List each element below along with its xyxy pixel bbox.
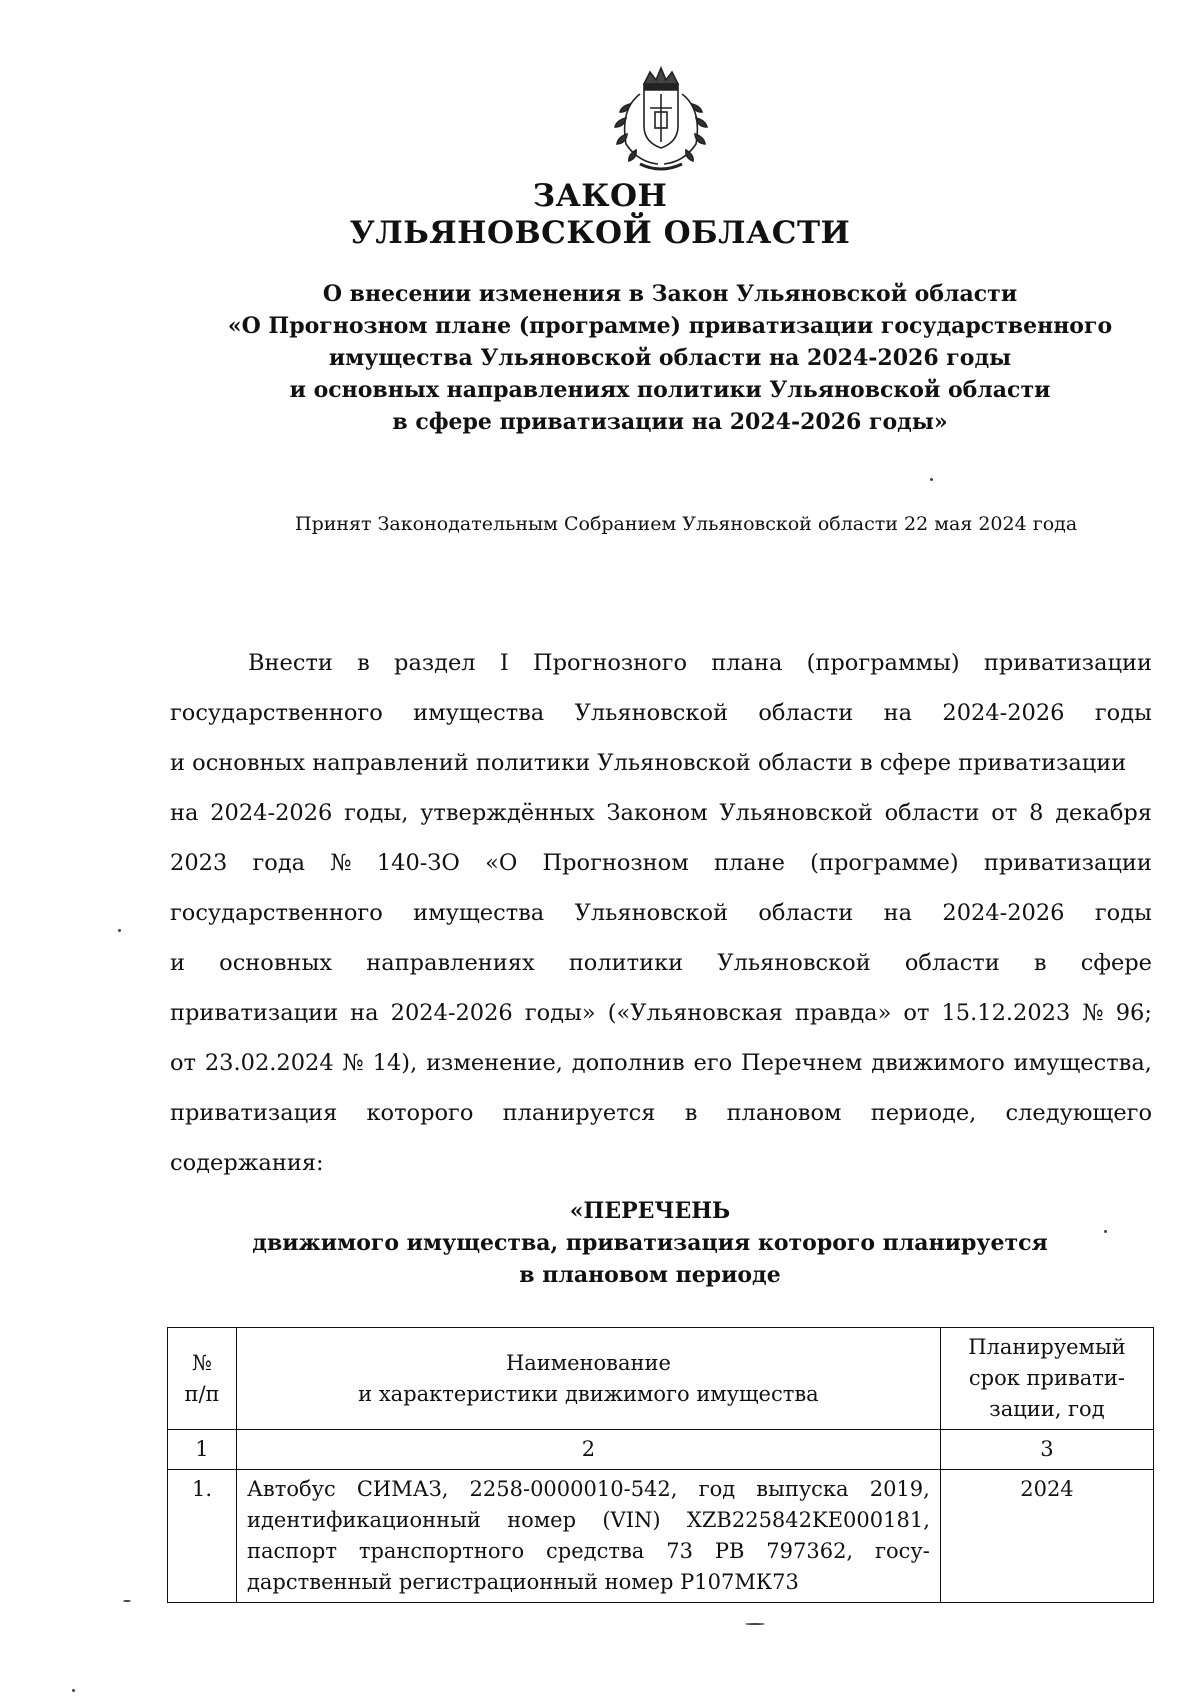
adoption-statement: Принят Законодательным Собранием Ульяновской области 22 мая 2024 года	[295, 513, 1078, 535]
list-subtitle: движимого имущества, приватизация которого планируется	[252, 1230, 1048, 1256]
header-text: зации, год	[989, 1397, 1105, 1421]
body-line: на 2024-2026 годы, утверждённых Законом Ульяновской области от 8 декабря	[170, 800, 1152, 826]
body-line: и основных направлениях политики Ульяновской области в сфере	[170, 950, 1152, 976]
body-line: от 23.02.2024 № 14), изменение, дополнив его Перечнем движимого имущества,	[170, 1050, 1152, 1076]
body-line: государственного имущества Ульяновской области на 2024-2026 годы	[170, 700, 1152, 726]
header-text: п/п	[184, 1381, 220, 1406]
column-number: 3	[940, 1430, 1153, 1470]
property-table	[167, 1327, 1154, 1603]
body-line: и основных направлений политики Ульяновской области в сфере приватизации	[170, 750, 1127, 776]
body-paragraph	[170, 638, 1152, 1188]
list-title: «ПЕРЕЧЕНЬ	[569, 1198, 731, 1224]
header-number	[168, 1328, 237, 1430]
header-text: Наименование	[505, 1350, 671, 1375]
region-title: УЛЬЯНОВСКОЙ ОБЛАСТИ	[349, 215, 851, 251]
column-number: 1	[168, 1430, 237, 1470]
header-text: №	[192, 1350, 212, 1375]
scan-speck	[745, 1623, 765, 1625]
body-line: содержания:	[170, 1150, 324, 1176]
row-number: 1.	[168, 1470, 237, 1603]
body-line: Внести в раздел I Прогнозного плана (программы) приватизации	[248, 650, 1152, 676]
body-line: 2023 года № 140-ЗО «О Прогнозном плане (программе) приватизации	[170, 850, 1152, 876]
header-text: Планируемый	[968, 1335, 1126, 1359]
scan-speck	[1104, 1230, 1107, 1233]
header-text: срок привати-	[968, 1366, 1126, 1390]
subject-line: в сфере приватизации на 2024-2026 годы»	[392, 409, 948, 435]
scan-speck	[72, 1689, 75, 1692]
table-row	[168, 1470, 1154, 1603]
subject-line: О внесении изменения в Закон Ульяновской области	[322, 281, 1018, 307]
header-text: и характеристики движимого имущества	[358, 1381, 819, 1406]
scan-speck	[930, 478, 933, 481]
law-subject	[170, 278, 1170, 438]
list-heading	[200, 1195, 1100, 1291]
body-line: государственного имущества Ульяновской области на 2024-2026 годы	[170, 900, 1152, 926]
law-title: ЗАКОН	[532, 178, 668, 214]
header-name	[236, 1328, 940, 1430]
subject-line: «О Прогнозном плане (программе) приватизации государственного	[227, 313, 1113, 339]
table-header-row	[168, 1328, 1154, 1430]
subject-line: и основных направлениях политики Ульяновской области	[289, 377, 1051, 403]
description-line: Автобус СИМАЗ, 2258-0000010-542, год выпуска 2019,	[246, 1477, 930, 1501]
scan-speck	[123, 1600, 131, 1602]
subject-line: имущества Ульяновской области на 2024-2026 годы	[328, 345, 1012, 371]
header-year	[940, 1328, 1153, 1430]
description-line: дарственный регистрационный номер Р107МК73	[246, 1570, 799, 1594]
scan-speck	[118, 929, 121, 932]
column-number: 2	[236, 1430, 940, 1470]
description-line: паспорт транспортного средства 73 РВ 797362, госу-	[246, 1539, 930, 1563]
coat-of-arms-emblem	[600, 64, 722, 174]
body-line: приватизация которого планируется в плановом периоде, следующего	[170, 1100, 1152, 1126]
row-year: 2024	[940, 1470, 1153, 1603]
description-line: идентификационный номер (VIN) XZB225842KE000181,	[246, 1508, 930, 1532]
list-subtitle: в плановом периоде	[519, 1262, 781, 1288]
row-description	[236, 1470, 940, 1603]
body-line: приватизации на 2024-2026 годы» («Ульяновская правда» от 15.12.2023 № 96;	[170, 1000, 1152, 1026]
column-number-row	[168, 1430, 1154, 1470]
